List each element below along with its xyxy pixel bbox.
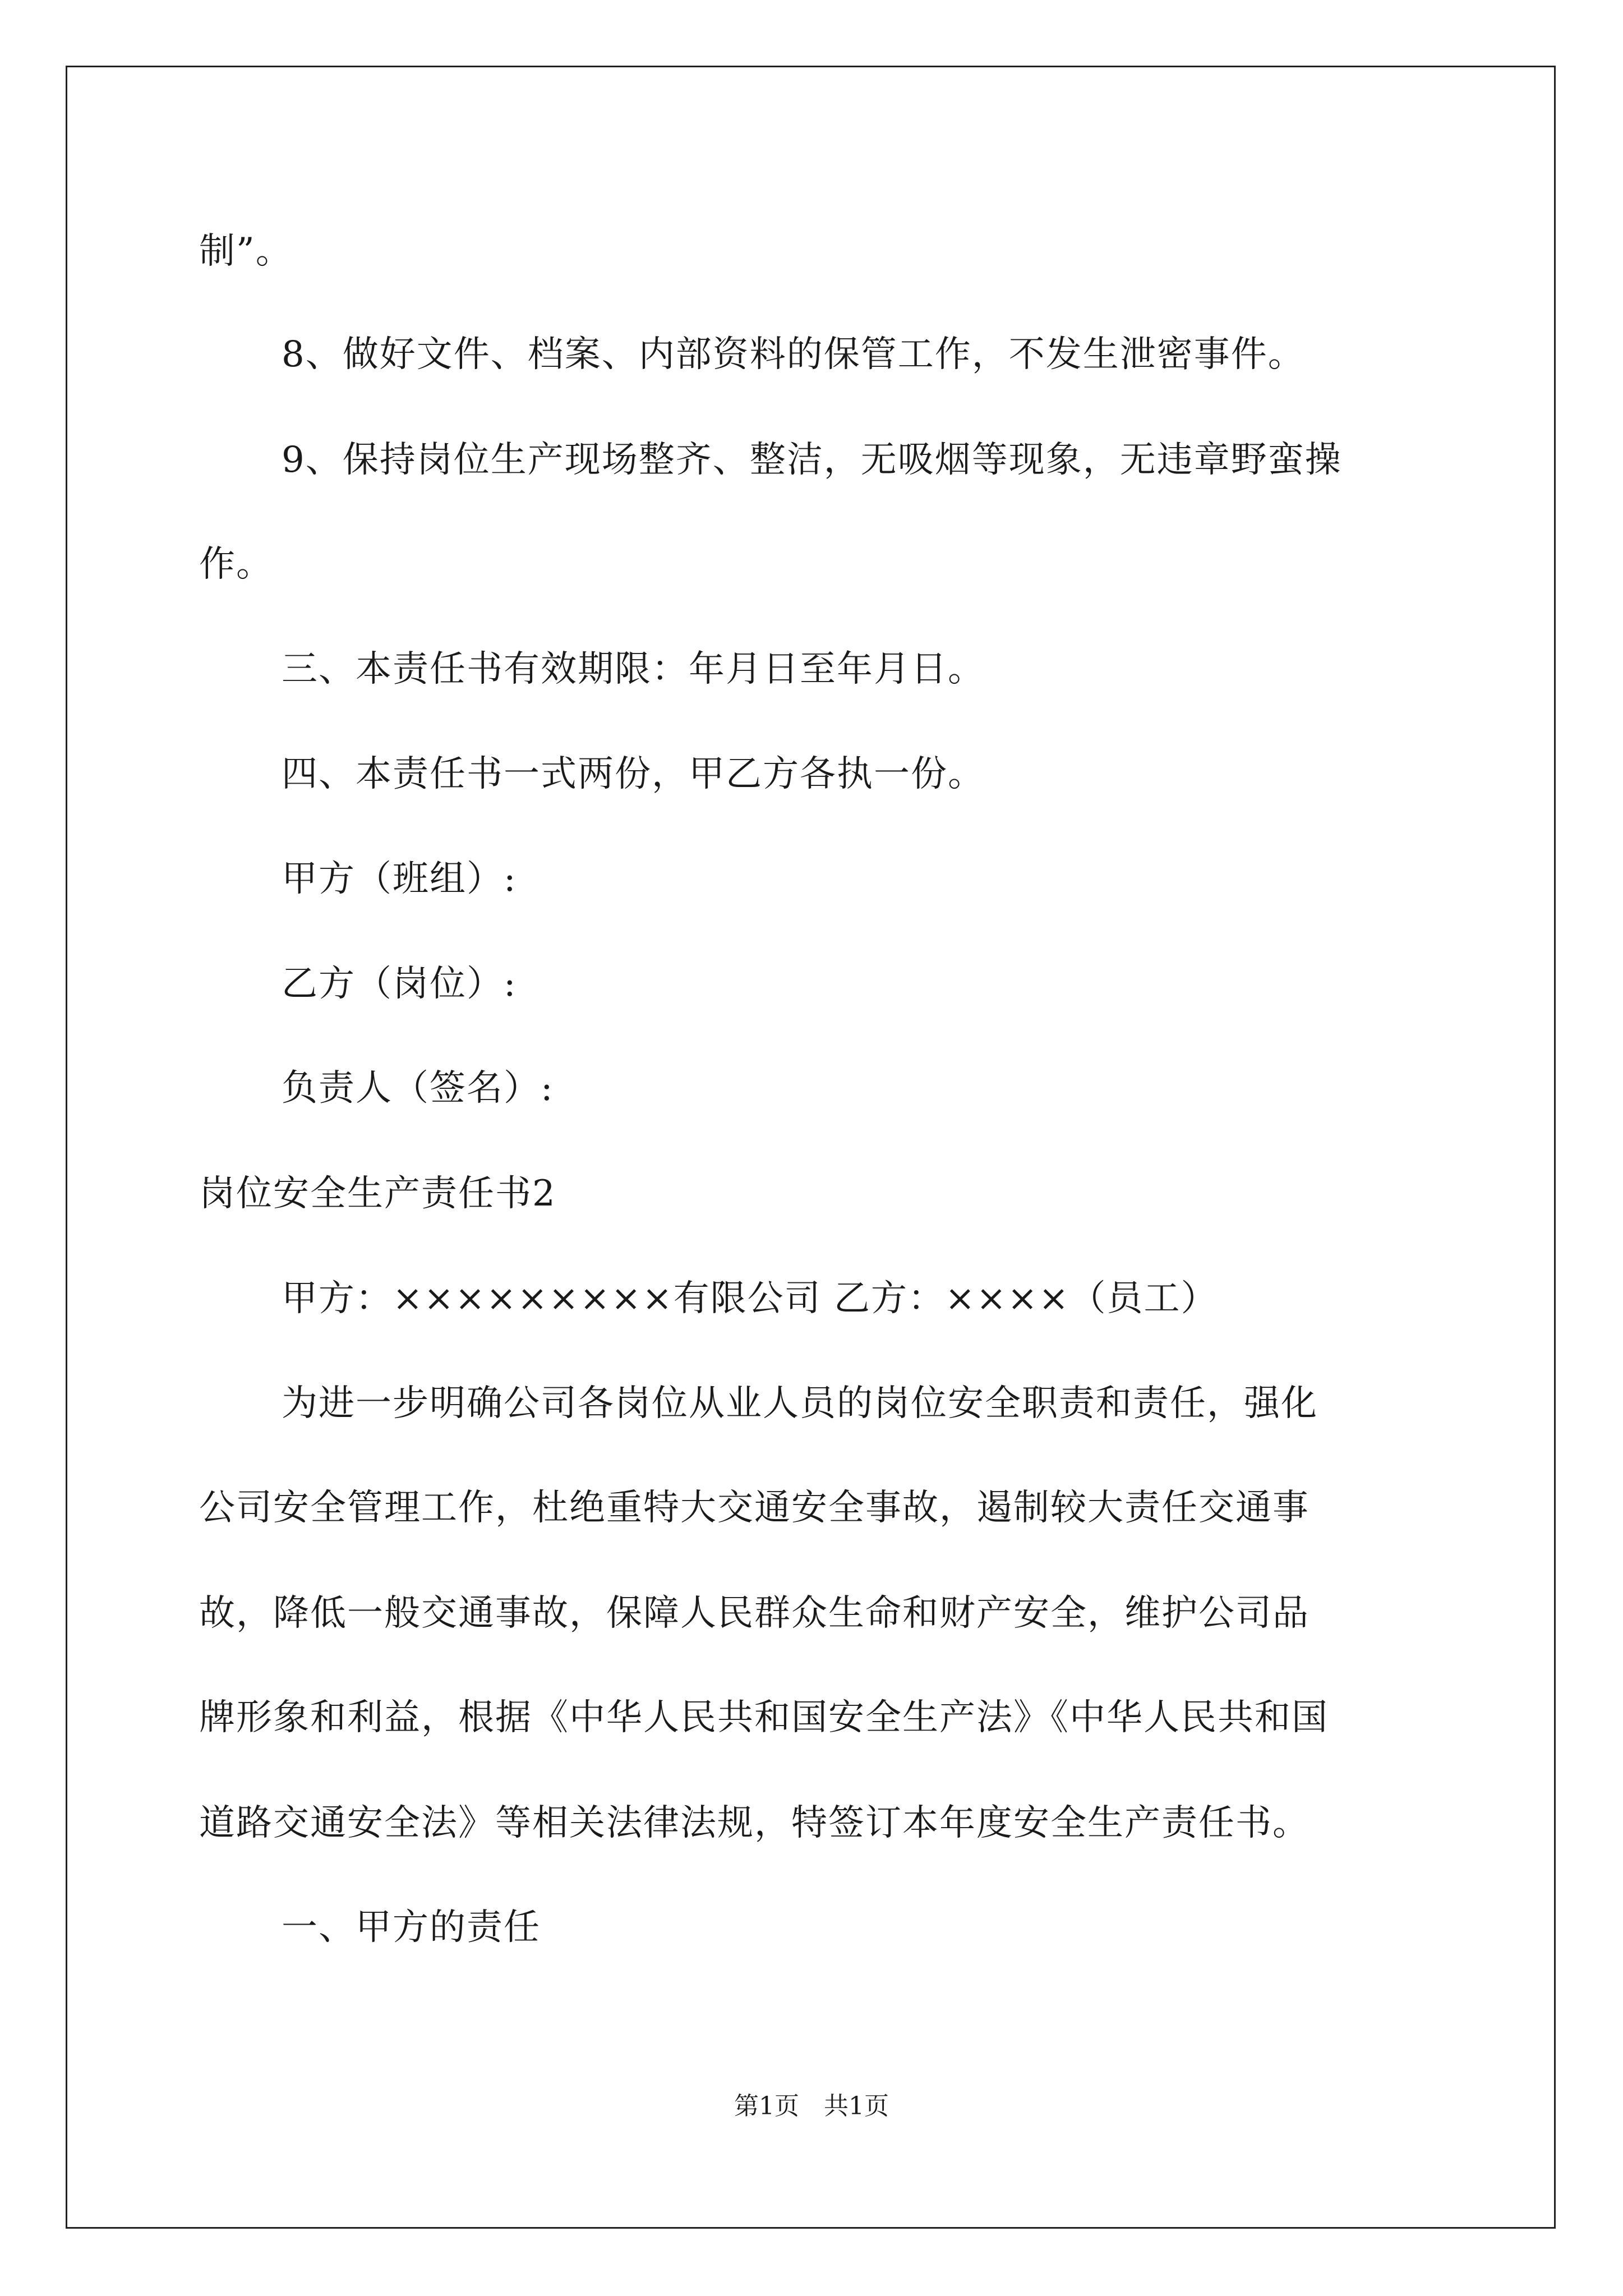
paragraph-line: 负责人（签名）:	[282, 1068, 554, 1109]
paragraph-line: 9、保持岗位生产现场整齐、整洁，无吸烟等现象，无违章野蛮操	[282, 439, 1342, 481]
paragraph-line: 道路交通安全法》等相关法律法规，特签订本年度安全生产责任书。	[199, 1802, 1310, 1844]
paragraph-line: 三、本责任书有效期限：年月日至年月日。	[282, 648, 985, 690]
page-border	[66, 66, 1556, 2229]
paragraph-line: 一、甲方的责任	[282, 1907, 541, 1948]
paragraph-line: 制”。	[199, 231, 293, 272]
paragraph-line: 牌形象和利益，根据《中华人民共和国安全生产法》《中华人民共和国	[199, 1697, 1329, 1738]
paragraph-line: 四、本责任书一式两份，甲乙方各执一份。	[282, 753, 985, 795]
paragraph-line: 作。	[199, 544, 273, 585]
section-heading: 岗位安全生产责任书2	[199, 1173, 556, 1214]
paragraph-line: 为进一步明确公司各岗位从业人员的岗位安全职责和责任，强化	[282, 1383, 1318, 1424]
paragraph-line: 甲方：×××××××××有限公司 乙方：××××（员工）	[282, 1278, 1218, 1319]
paragraph-line: 8、做好文件、档案、内部资料的保管工作，不发生泄密事件。	[282, 334, 1305, 375]
paragraph-line: 乙方（岗位）:	[282, 963, 517, 1005]
page-footer: 第1页 共1页	[734, 2092, 889, 2120]
paragraph-line: 甲方（班组）:	[282, 858, 517, 900]
paragraph-line: 故，降低一般交通事故，保障人民群众生命和财产安全，维护公司品	[199, 1593, 1310, 1634]
paragraph-line: 公司安全管理工作，杜绝重特大交通安全事故，遏制较大责任交通事	[199, 1487, 1310, 1529]
